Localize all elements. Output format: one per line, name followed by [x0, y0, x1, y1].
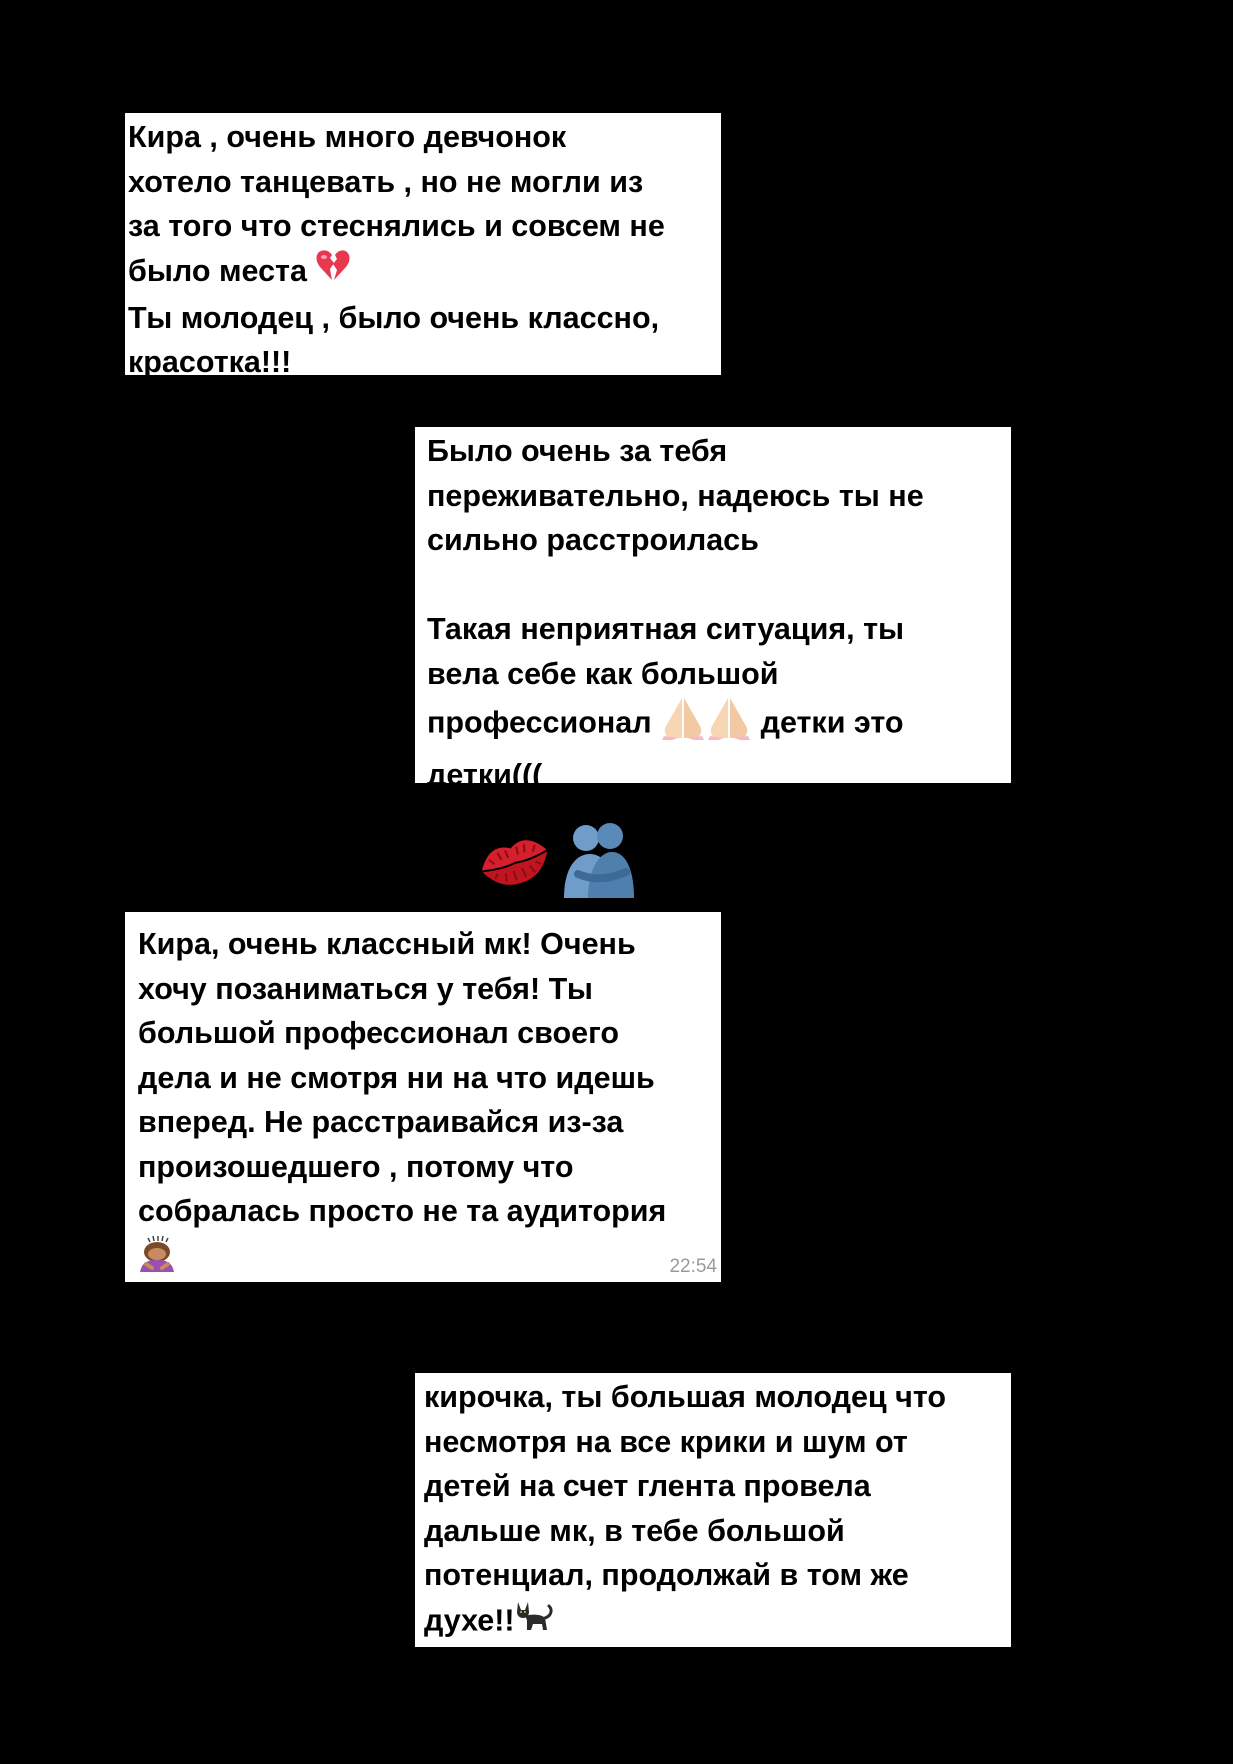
- message-text-line: дальше мк, в тебе большой: [424, 1513, 845, 1548]
- paragraph-gap: [427, 563, 1011, 608]
- message-text-line: несмотря на все крики и шум от: [424, 1424, 908, 1459]
- message-text-segment: детки это: [760, 705, 904, 740]
- folded-hands-icon: [706, 696, 752, 753]
- message-text-line-with-emoji: [427, 696, 1011, 753]
- message-text-line: Такая неприятная ситуация, ты: [427, 612, 905, 646]
- message-bubble[interactable]: [415, 427, 1011, 792]
- message-text-line: хотело танцевать , но не могли из: [128, 164, 644, 199]
- message-text-line: Кира, очень классный мк! Очень: [138, 927, 636, 961]
- message-text-line: красотка!!!: [128, 345, 292, 380]
- message-text-line-with-emoji: [128, 249, 721, 296]
- message-text-segment: профессионал: [427, 705, 652, 740]
- message-text-line: вперед. Не расстраивайся из-за: [138, 1105, 624, 1139]
- broken-heart-icon: [315, 249, 351, 296]
- message-text-line: вела себе как большой: [427, 656, 779, 691]
- message-text-line: потенциал, продолжай в том же: [424, 1558, 909, 1592]
- message-text-line: за того что стеснялись и совсем не: [128, 209, 665, 243]
- message-bubble[interactable]: [415, 1373, 1011, 1647]
- message-text-line: Кира , очень много девчонок: [128, 120, 567, 154]
- message-text-line: произошедшего , потому что: [138, 1149, 574, 1184]
- message-bubble[interactable]: [125, 912, 721, 1282]
- message-bubble[interactable]: [125, 113, 721, 380]
- message-text-line: хочу позаниматься у тебя! Ты: [138, 971, 593, 1006]
- message-text-line: Было очень за тебя: [427, 434, 728, 468]
- woman-bowing-icon: [138, 1234, 176, 1285]
- message-text-line: Ты молодец , было очень классно,: [128, 300, 660, 335]
- people-hugging-icon: [556, 822, 640, 903]
- message-text-line: детей на счет глента провела: [424, 1469, 871, 1503]
- message-text-line: собралась просто не та аудитория: [138, 1194, 667, 1228]
- emoji-reactions: [476, 822, 640, 898]
- message-emoji-line: [138, 1234, 721, 1285]
- message-text-line: кирочка, ты большая молодец что: [424, 1380, 946, 1414]
- black-cat-icon: [515, 1598, 555, 1647]
- folded-hands-icon: [660, 696, 706, 753]
- kiss-mark-icon: [476, 826, 552, 897]
- message-text-line: большой профессионал своего: [138, 1016, 620, 1050]
- message-timestamp: 22:54: [669, 1256, 717, 1277]
- message-text-line: переживательно, надеюсь ты не: [427, 478, 924, 513]
- message-text-line: сильно расстроилась: [427, 523, 759, 557]
- message-text-line-with-emoji: [424, 1598, 1011, 1647]
- message-text-line: дела и не смотря ни на что идешь: [138, 1060, 655, 1095]
- message-text-segment: было места: [128, 253, 307, 288]
- message-text-segment: духе!!: [424, 1602, 515, 1637]
- message-text-line: детки(((: [427, 757, 543, 792]
